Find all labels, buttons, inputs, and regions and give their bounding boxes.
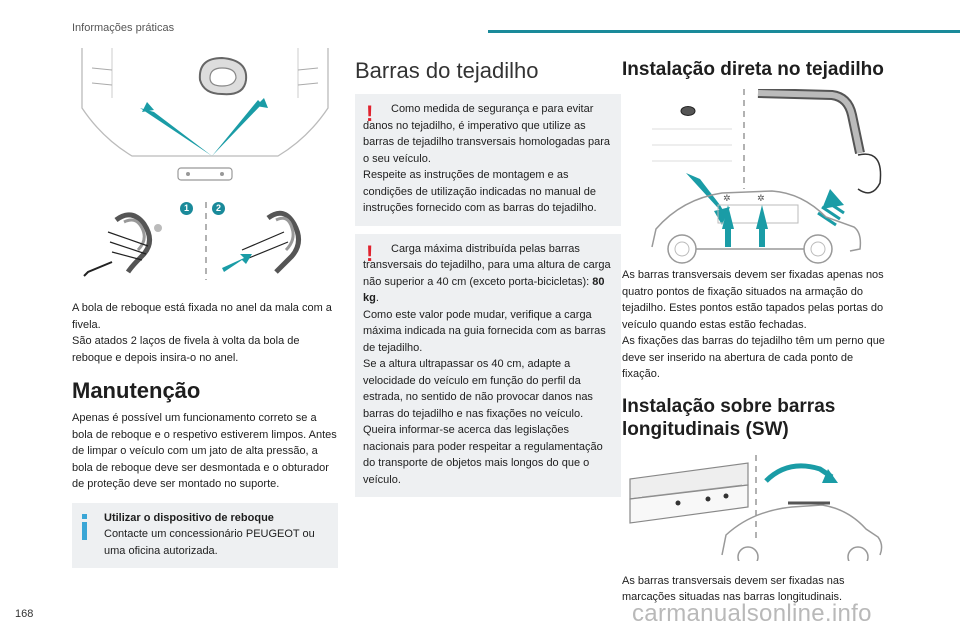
towball-strap-illustration <box>72 202 338 280</box>
maintenance-heading: Manutenção <box>72 378 201 403</box>
max-load-text <box>363 241 613 307</box>
warning-box-2 <box>355 234 621 498</box>
info-text: Contacte um concessionário PEUGEOT ou uma oficina autorizada. <box>104 528 315 557</box>
max-load-suffix: . <box>375 292 379 304</box>
max-load-prefix: Carga máxima distribuída pelas barras transversais do tejadilho, para uma altura de carga não superior a 40 cm (exceto porta-bicicletas): <box>363 242 611 288</box>
longitudinal-install-text: As barras transversais devem ser fixadas nas marcações situadas nas barras longitudinais. <box>622 574 845 603</box>
warning-text: Queira informar-se acerca das legislações nacionais para poder respeitar a regulamentação do transporte de objetos mais longos do que o veículo. <box>363 424 603 486</box>
longitudinal-install-heading: Instalação sobre barras longitudinais (SW) <box>622 395 836 440</box>
warning-icon: ! <box>366 240 374 266</box>
direct-install-paragraph <box>622 267 888 383</box>
info-box <box>72 503 338 569</box>
warning-text: Como este valor pode mudar, verifique a carga máxima indicada na guia fornecida com as barras de tejadilho. <box>363 308 606 354</box>
svg-text:✲: ✲ <box>723 194 731 204</box>
column-right <box>622 48 888 606</box>
page-number: 168 <box>15 608 34 620</box>
callout-2: 2 <box>212 202 225 215</box>
text-line: A bola de reboque está fixada no anel da mala com a fivela. <box>72 302 332 331</box>
info-icon <box>82 514 88 540</box>
text-line: As barras transversais devem ser fixadas apenas nos quatro pontos de fixação situados na armação do tejadilho. Estes pontos estão tapados pelas portas do veículo quando estas estão fechadas. <box>622 269 884 331</box>
max-load-value: 80 kg <box>363 275 605 304</box>
warning-text: Se a altura ultrapassar os 40 cm, adapte a velocidade do veículo em função do perfil da estrada, no sentido de não provocar danos nas barras do tejadilho e nas fixações no veículo. <box>363 358 593 420</box>
warning-text: Como medida de segurança e para evitar danos no tejadilho, é imperativo que utilize as barras de tejadilho transversais homologadas para o seu veículo. <box>363 103 611 165</box>
roof-bars-heading: Barras do tejadilho <box>355 58 539 83</box>
running-header: Informações práticas <box>72 22 175 34</box>
maintenance-text: Apenas é possível um funcionamento correto se a bola de reboque e o respetivo estiverem limpos. Antes de limpar o veículo com um jato de alta pressão, a bola de reboque deve ser desmontada e o obturador de proteção deve ser montado no suporte. <box>72 412 337 490</box>
warning-icon: ! <box>366 101 374 126</box>
info-title: Utilizar o dispositivo de reboque <box>104 511 274 524</box>
header-accent-bar <box>488 30 960 33</box>
towball-paragraph <box>72 300 338 366</box>
text-line: As fixações das barras do tejadilho têm um perno que deve ser inserido na abertura de cada ponto de fixação. <box>622 335 885 380</box>
column-middle <box>355 48 621 497</box>
warning-text: Respeite as instruções de montagem e as condições de utilização indicadas no manual de instruções fornecido com as barras do tejadilho. <box>363 169 597 214</box>
direct-roof-illustration <box>622 89 888 265</box>
svg-text:✲: ✲ <box>757 194 765 204</box>
column-left <box>72 48 338 568</box>
longitudinal-bars-illustration <box>622 455 888 561</box>
warning-box-1 <box>355 94 621 226</box>
direct-install-heading: Instalação direta no tejadilho <box>622 59 884 80</box>
text-line: São atados 2 laços de fivela à volta da bola de reboque e depois insira-o no anel. <box>72 335 300 364</box>
trunk-ring-illustration <box>72 48 338 198</box>
callout-1: 1 <box>180 202 193 215</box>
watermark: carmanualsonline.info <box>632 600 872 627</box>
